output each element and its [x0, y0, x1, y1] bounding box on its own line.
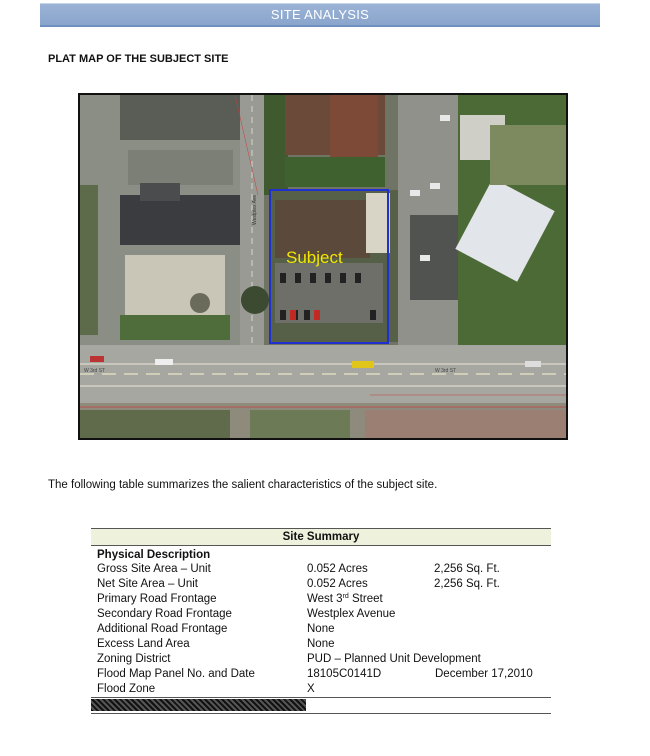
subject-label: Subject: [286, 248, 343, 267]
table-row: Gross Site Area – Unit 0.052 Acres 2,256 Sq. Ft.: [97, 563, 500, 575]
site-summary-table: [91, 528, 551, 714]
table-row: Additional Road Frontage None: [97, 623, 335, 635]
aerial-plat-map: [78, 93, 568, 440]
road-label-right: W 3rd ST: [435, 368, 457, 374]
table-row: Net Site Area – Unit 0.052 Acres 2,256 Sq. Ft.: [97, 578, 500, 590]
redacted-block: [91, 699, 306, 711]
cross-street-label: Westplex Ave: [252, 194, 258, 225]
section-banner: SITE ANALYSIS: [40, 3, 600, 27]
table-intro-text: The following table summarizes the salient characteristics of the subject site.: [48, 479, 438, 491]
table-row: Flood Map Panel No. and Date 18105C0141D December 17,2010: [97, 668, 533, 680]
table-row: Excess Land Area None: [97, 638, 335, 650]
table-row: Flood Zone X: [97, 683, 315, 695]
table-footer-row: [91, 697, 551, 714]
table-row: Zoning District PUD – Planned Unit Development: [97, 653, 481, 665]
physical-description-heading: Physical Description: [97, 549, 211, 561]
road-label-left: W 3rd ST: [84, 368, 106, 374]
plat-map-heading: PLAT MAP OF THE SUBJECT SITE: [48, 53, 229, 65]
table-row: Secondary Road Frontage Westplex Avenue: [97, 608, 396, 620]
site-summary-title: Site Summary: [91, 529, 551, 546]
table-row: Primary Road Frontage West 3rd Street: [97, 593, 383, 605]
